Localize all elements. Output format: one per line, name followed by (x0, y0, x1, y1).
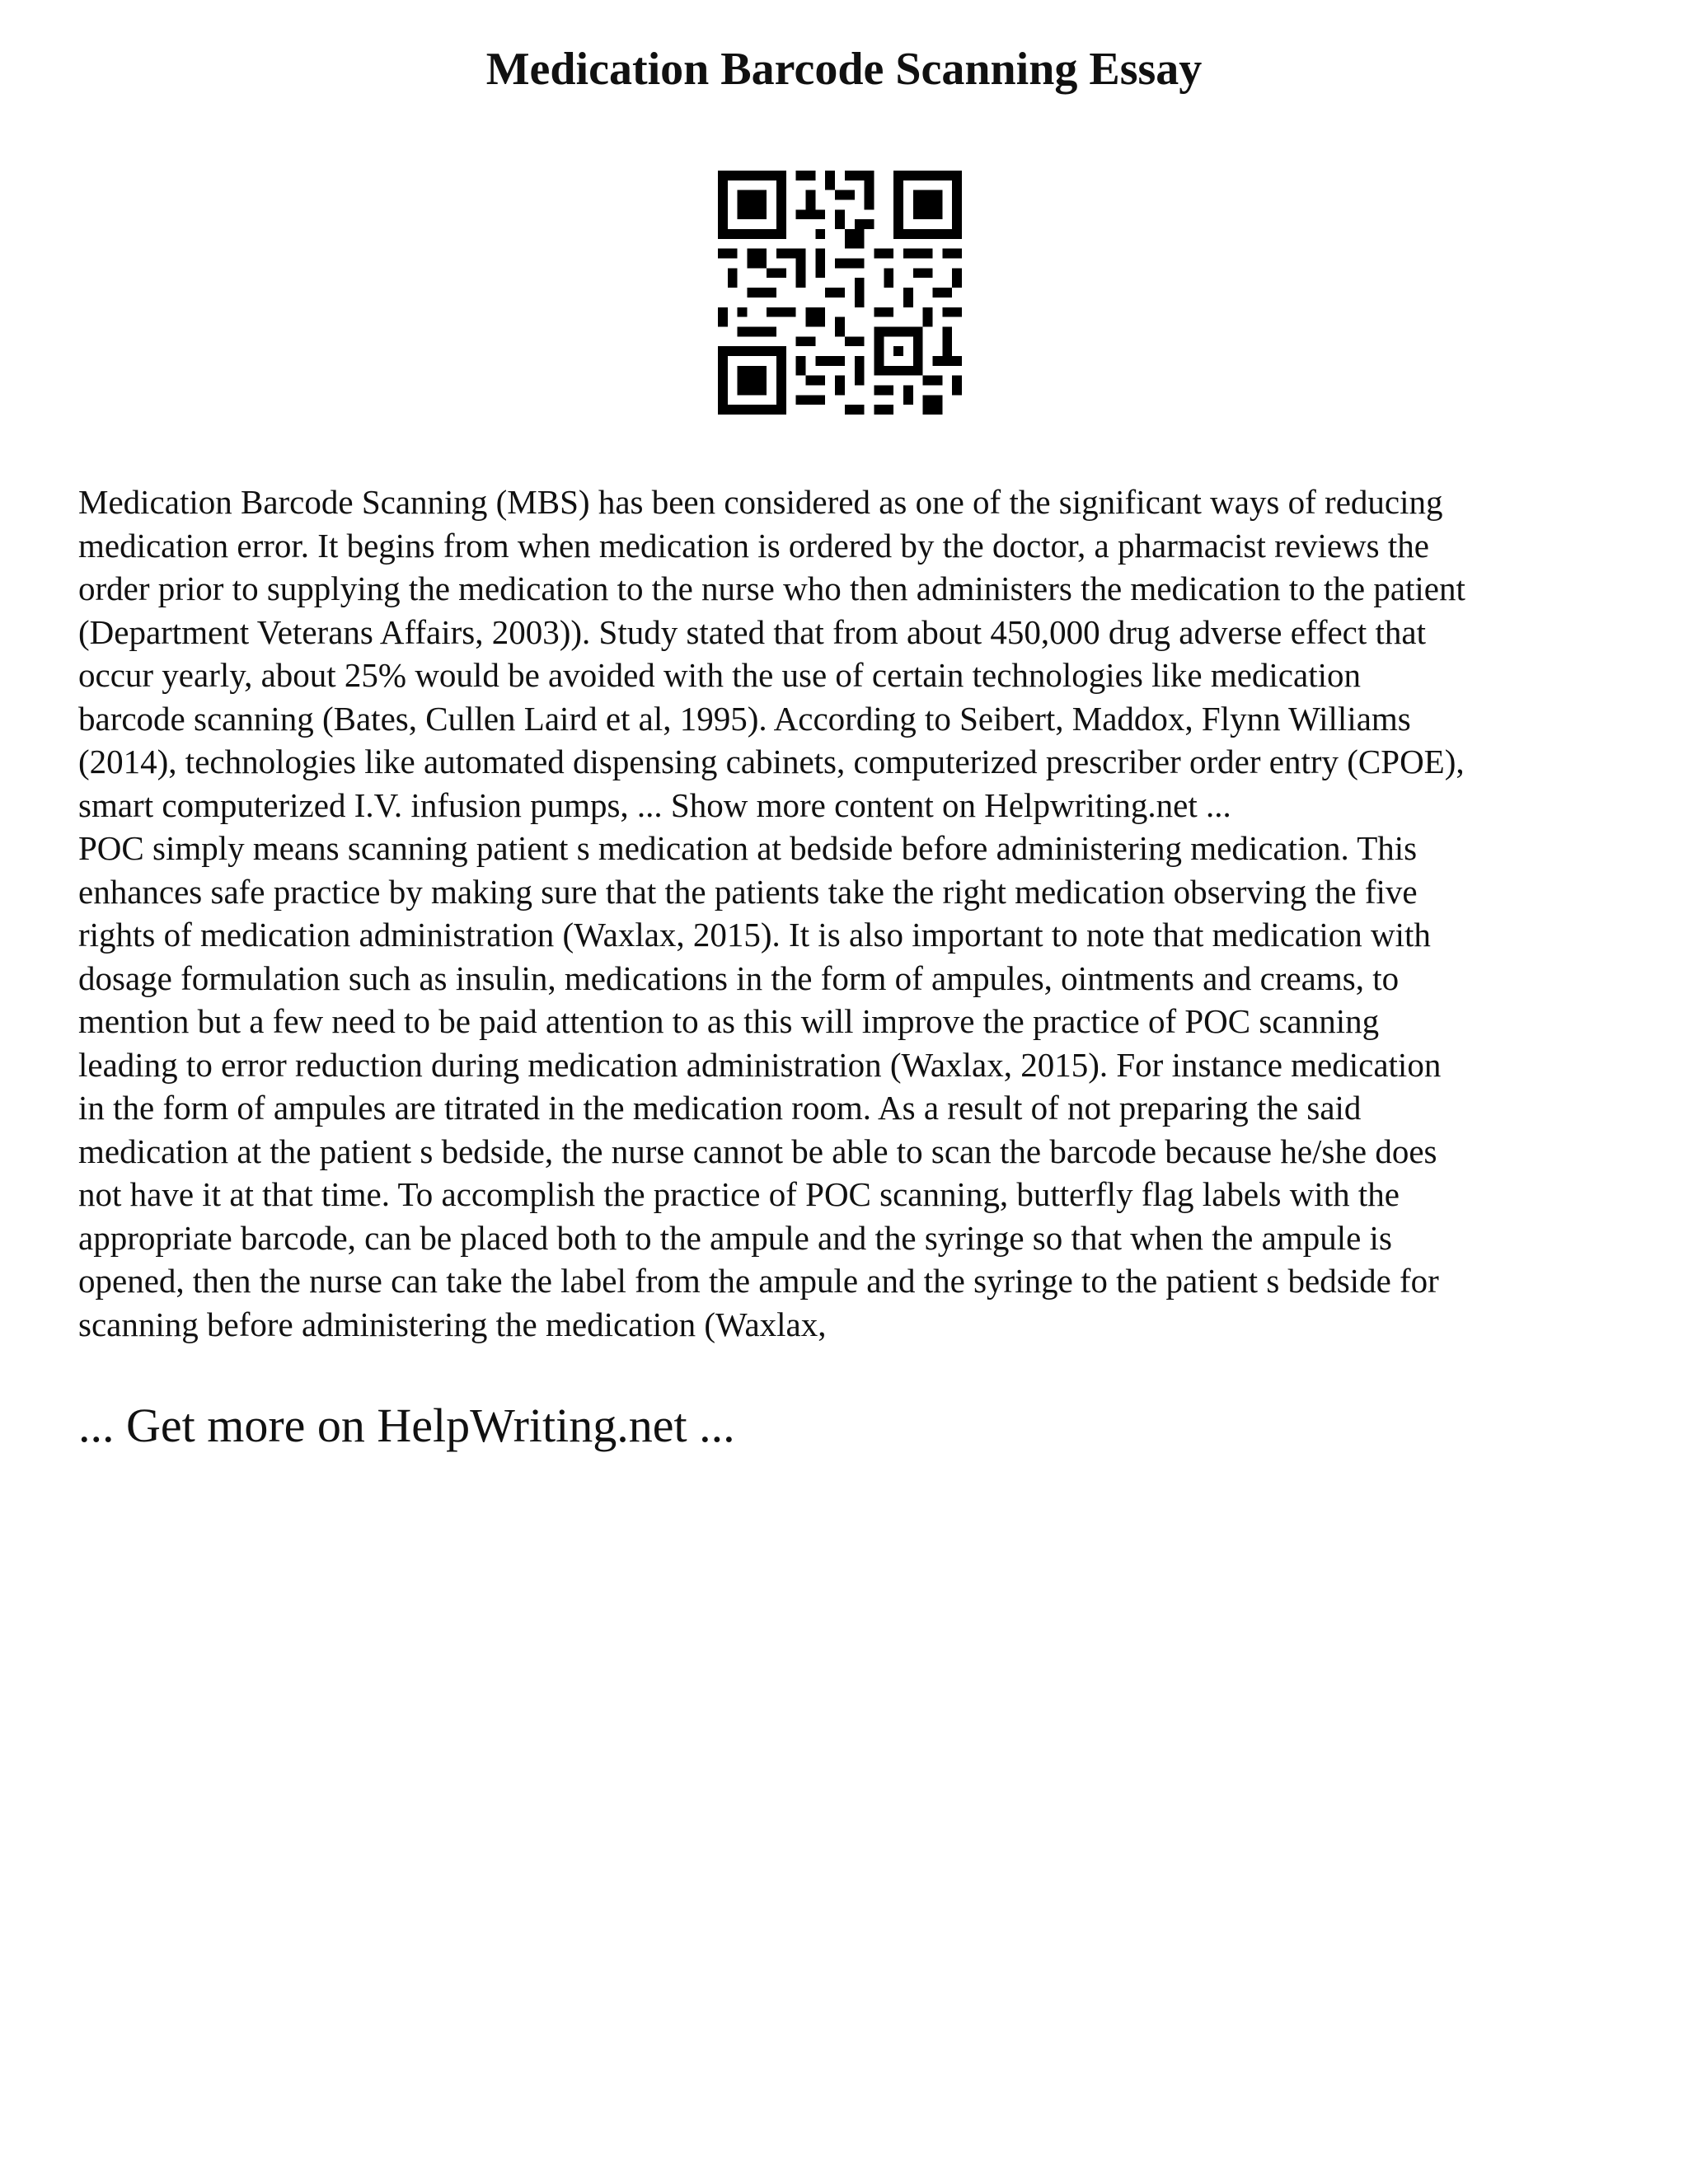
paragraph-line: in the form of ampules are titrated in the medication room. As a result of not preparing the said (78, 1089, 1362, 1127)
paragraph-2 (78, 827, 1628, 1346)
paragraph-line: (2014), technologies like automated dispensing cabinets, computerized prescriber order entry (CPOE), (78, 743, 1465, 780)
qr-code-icon (718, 171, 962, 415)
paragraph-line: scanning before administering the medication (Waxlax, (78, 1305, 827, 1343)
paragraph-line: rights of medication administration (Waxlax, 2015). It is also important to note that medication with (78, 916, 1431, 954)
paragraph-line: Medication Barcode Scanning (MBS) has been considered as one of the significant ways of reducing (78, 483, 1443, 521)
paragraph-line: mention but a few need to be paid attention to as this will improve the practice of POC scanning (78, 1002, 1380, 1040)
paragraph-line: leading to error reduction during medication administration (Waxlax, 2015). For instance medication (78, 1045, 1442, 1084)
paragraph-1 (78, 480, 1628, 827)
paragraph-line: order prior to supplying the medication to the nurse who then administers the medication to the patient (78, 569, 1465, 607)
paragraph-line: smart computerized I.V. infusion pumps, ... Show more content on Helpwriting.net ... (78, 785, 1231, 824)
paragraph-line: enhances safe practice by making sure that the patients take the right medication observing the five (78, 872, 1418, 911)
paragraph-line: appropriate barcode, can be placed both to the ampule and the syringe so that when the ampule is (78, 1218, 1392, 1257)
paragraph-line: (Department Veterans Affairs, 2003)). Study stated that from about 450,000 drug adverse effect that (78, 612, 1426, 651)
get-more-link[interactable]: ... Get more on HelpWriting.net ... (78, 1399, 735, 1452)
paragraph-line: POC simply means scanning patient s medication at bedside before administering medication. This (78, 829, 1418, 867)
paragraph-line: not have it at that time. To accomplish the practice of POC scanning, butterfly flag labels with the (78, 1175, 1400, 1213)
paragraph-line: dosage formulation such as insulin, medications in the form of ampules, ointments and creams, to (78, 958, 1400, 997)
page-title: Medication Barcode Scanning Essay (485, 44, 1203, 95)
paragraph-line: barcode scanning (Bates, Cullen Laird et al, 1995). According to Seibert, Maddox, Flynn Williams (78, 699, 1411, 738)
paragraph-line: opened, then the nurse can take the label from the ampule and the syringe to the patient s bedside for (78, 1262, 1439, 1300)
essay-body (78, 480, 1628, 1346)
paragraph-line: medication error. It begins from when medication is ordered by the doctor, a pharmacist reviews the (78, 526, 1429, 565)
paragraph-line: occur yearly, about 25% would be avoided with the use of certain technologies like medication (78, 656, 1361, 694)
paragraph-line: medication at the patient s bedside, the nurse cannot be able to scan the barcode because he/she does (78, 1132, 1437, 1170)
